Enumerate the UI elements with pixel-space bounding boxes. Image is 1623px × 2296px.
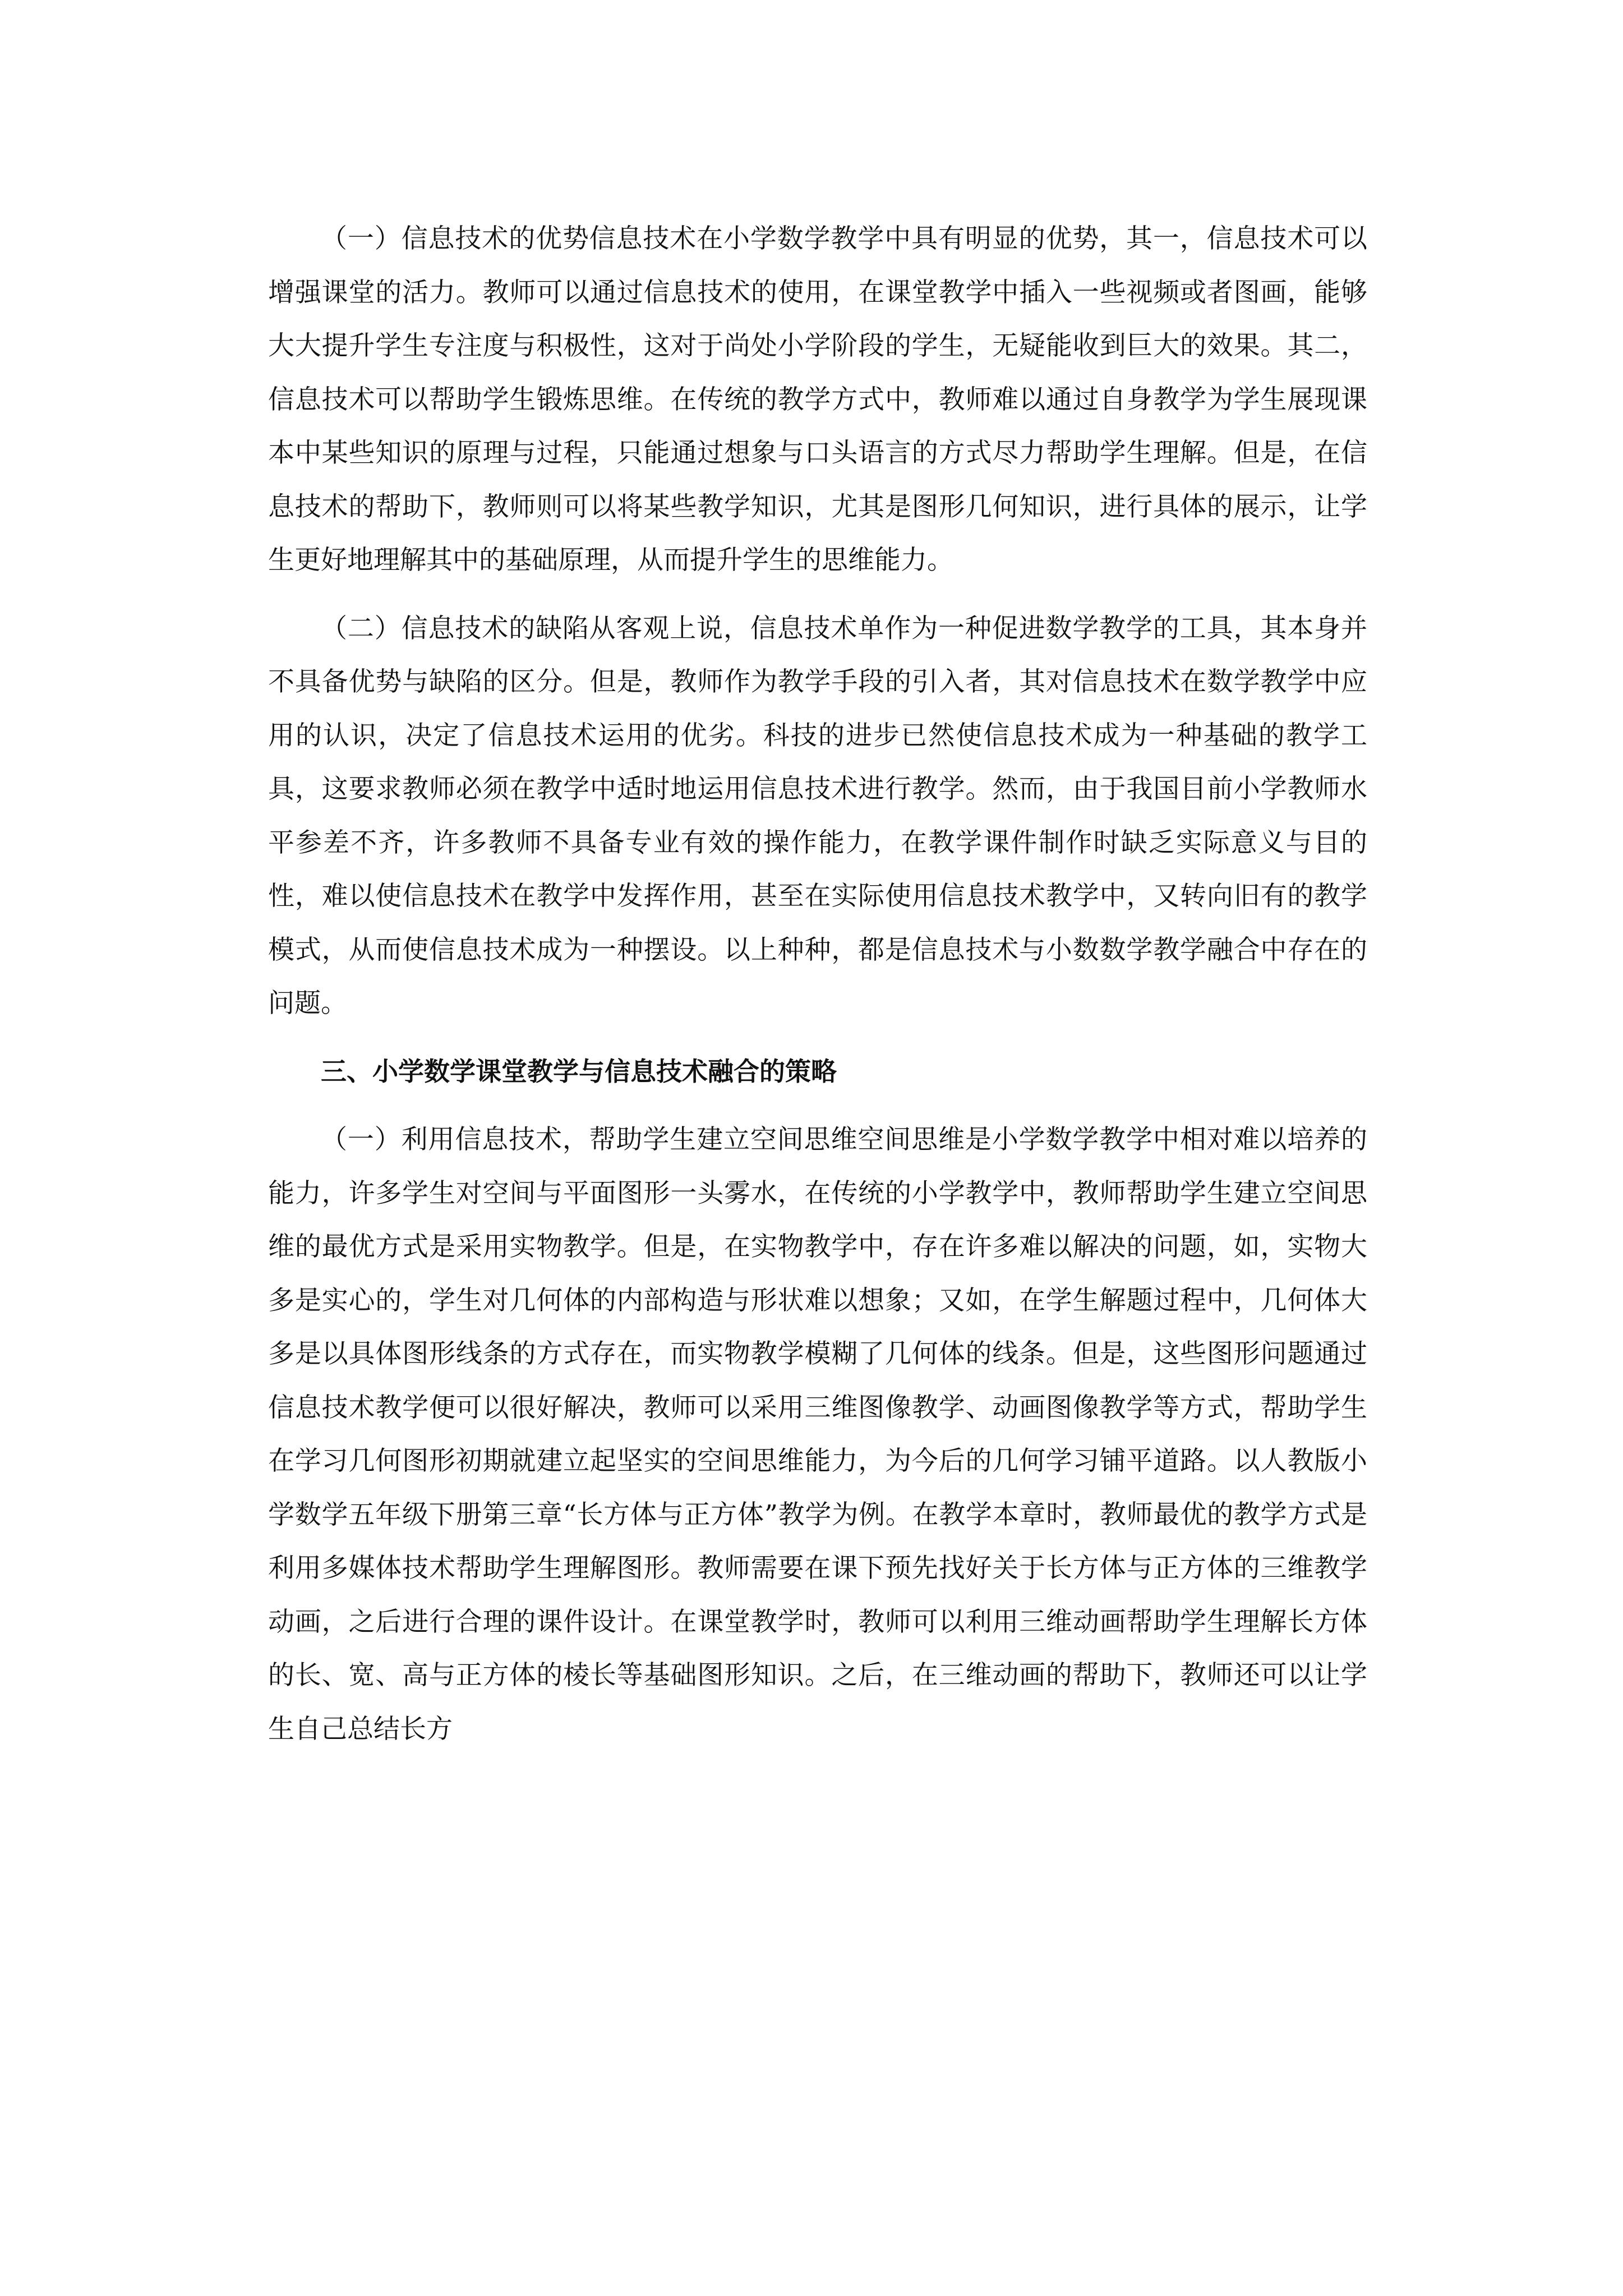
paragraph-spatial-thinking: （一）利用信息技术，帮助学生建立空间思维空间思维是小学数学教学中相对难以培养的能力，许多学生对空间与平面图形一头雾水，在传统的小学教学中，教师帮助学生建立空间思维的最优方式是采用实物教学。但是，在实物教学中，存在许多难以解决的问题，如，实物大多是实心的，学生对几何体的内部构造与形状难以想象；又如，在学生解题过程中，几何体大多是以具体图形线条的方式存在，而实物教学模糊了几何体的线条。但是，这些图形问题通过信息技术教学便可以很好解决，教师可以采用三维图像教学、动画图像教学等方式，帮助学生在学习几何图形初期就建立起坚实的空间思维能力，为今后的几何学习铺平道路。以人教版小学数学五年级下册第三章“长方体与正方体”教学为例。在教学本章时，教师最优的教学方式是利用多媒体技术帮助学生理解图形。教师需要在课下预先找好关于长方体与正方体的三维教学动画，之后进行合理的课件设计。在课堂教学时，教师可以利用三维动画帮助学生理解长方体的长、宽、高与正方体的棱长等基础图形知识。之后，在三维动画的帮助下，教师还可以让学生自己总结长方 [268,1124,1367,1745]
section-heading: 三、小学数学课堂教学与信息技术融合的策略 [321,1056,837,1087]
paragraph-defects: （二）信息技术的缺陷从客观上说，信息技术单作为一种促进数学教学的工具，其本身并不具备优势与缺陷的区分。但是，教师作为教学手段的引入者，其对信息技术在数学教学中应用的认识，决定了信息技术运用的优劣。科技的进步已然使信息技术成为一种基础的教学工具，这要求教师必须在教学中适时地运用信息技术进行教学。然而，由于我国目前小学教师水平参差不齐，许多教师不具备专业有效的操作能力，在教学课件制作时缺乏实际意义与目的性，难以使信息技术在教学中发挥作用，甚至在实际使用信息技术教学中，又转向旧有的教学模式，从而使信息技术成为一种摆设。以上种种，都是信息技术与小数数学教学融合中存在的问题。 [268,613,1367,1019]
paragraph-advantages: （一）信息技术的优势信息技术在小学数学教学中具有明显的优势，其一，信息技术可以增强课堂的活力。教师可以通过信息技术的使用，在课堂教学中插入一些视频或者图画，能够大大提升学生专注度与积极性，这对于尚处小学阶段的学生，无疑能收到巨大的效果。其二，信息技术可以帮助学生锻炼思维。在传统的教学方式中，教师难以通过自身教学为学生展现课本中某些知识的原理与过程，只能通过想象与口头语言的方式尽力帮助学生理解。但是，在信息技术的帮助下，教师则可以将某些教学知识，尤其是图形几何知识，进行具体的展示，让学生更好地理解其中的基础原理，从而提升学生的思维能力。 [268,223,1367,576]
document-body [268,212,1367,1770]
